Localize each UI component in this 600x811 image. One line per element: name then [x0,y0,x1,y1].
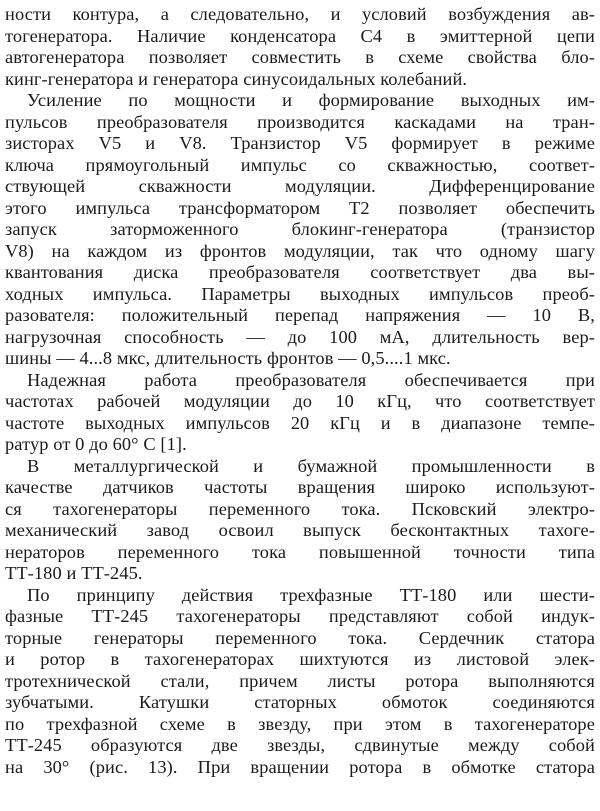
text-line: пульсов преобразователя производится каскадами на тран- [5,111,595,132]
text-line: Усиление по мощности и формирование выходных им- [27,90,595,110]
text-line: ствующей скважности модуляции. Дифференцирование [5,176,595,196]
paragraph-4 [5,456,595,585]
text-line: ходных импульса. Параметры выходных импульсов преоб- [5,283,595,304]
text-line: ратур от 0 до 60° С [1]. [5,434,187,454]
text-line: и ротор в тахогенераторах шихтуются из листовой элек- [5,649,595,669]
text-line: Надежная работа преобразователя обеспечивается при [27,369,595,390]
text-line: ТТ-180 и ТТ-245. [5,563,143,583]
text-line: ключа прямоугольный импульс со скважностью, соответ- [5,154,595,175]
text-line: тогенератора. Наличие конденсатора С4 в эмиттерной цепи [5,25,595,46]
text-line: фазные ТТ-245 тахогенераторы представляют собой индук- [5,606,595,626]
text-line: тротехнической стали, причем листы ротора выполняются [5,670,595,691]
text-line: торные генераторы переменного тока. Сердечник статора [5,627,595,648]
text-line: ности контура, а следовательно, и условий возбуждения ав- [5,4,595,24]
text-line: квантования диска преобразователя соответствует два вы- [5,262,595,282]
text-line: шины — 4...8 мкс, длительность фронтов — 0,5....1 мкс. [5,348,451,368]
text-line: ся тахогенераторы переменного тока. Псковский электро- [5,498,595,519]
text-line: V8) на каждом из фронтов модуляции, так что одному шагу [5,240,595,261]
text-line: по трехфазной схеме в звезду, при этом в тахогенераторе [5,713,595,734]
text-line: нераторов переменного тока повышенной точности типа [5,541,595,562]
text-line: зубчатыми. Катушки статорных обмоток соединяются [5,692,595,712]
text-line: на 30° (рис. 13). При вращении ротора в обмотке статора [5,756,595,777]
text-line: В металлургической и бумажной промышленности в [27,455,595,476]
text-line: этого импульса трансформатором Т2 позволяет обеспечить [5,197,595,218]
text-line: нагрузочная способность — до 100 мА, длительность вер- [5,326,595,347]
paragraph-5 [5,585,595,779]
text-line: кинг-генератора и генератора синусоидальных колебаний. [5,68,468,89]
text-line: запуск заторможенного блокинг-генератора (транзистор [5,219,595,239]
text-line: частоте выходных импульсов 20 кГц и в диапазоне темпе- [5,412,595,433]
text-line: качестве датчиков частоты вращения широко используют- [5,477,595,497]
text-line: разователя: положительный перепад напряжения — 10 В, [5,305,595,325]
text-line: По принципу действия трехфазные ТТ-180 или шести- [27,584,595,605]
paragraph-1 [5,4,595,90]
text-line: автогенератора позволяет совместить в схеме свойства бло- [5,47,595,67]
text-line: механический завод освоил выпуск бесконтактных тахоге- [5,520,595,540]
text-line: зисторах V5 и V8. Транзистор V5 формирует в режиме [5,133,595,153]
paragraph-2 [5,90,595,370]
text-line: ТТ-245 образуются две звезды, сдвинутые между собой [5,735,595,755]
text-line: частотах рабочей модуляции до 10 кГц, что соответствует [5,391,595,411]
paragraph-3 [5,370,595,456]
